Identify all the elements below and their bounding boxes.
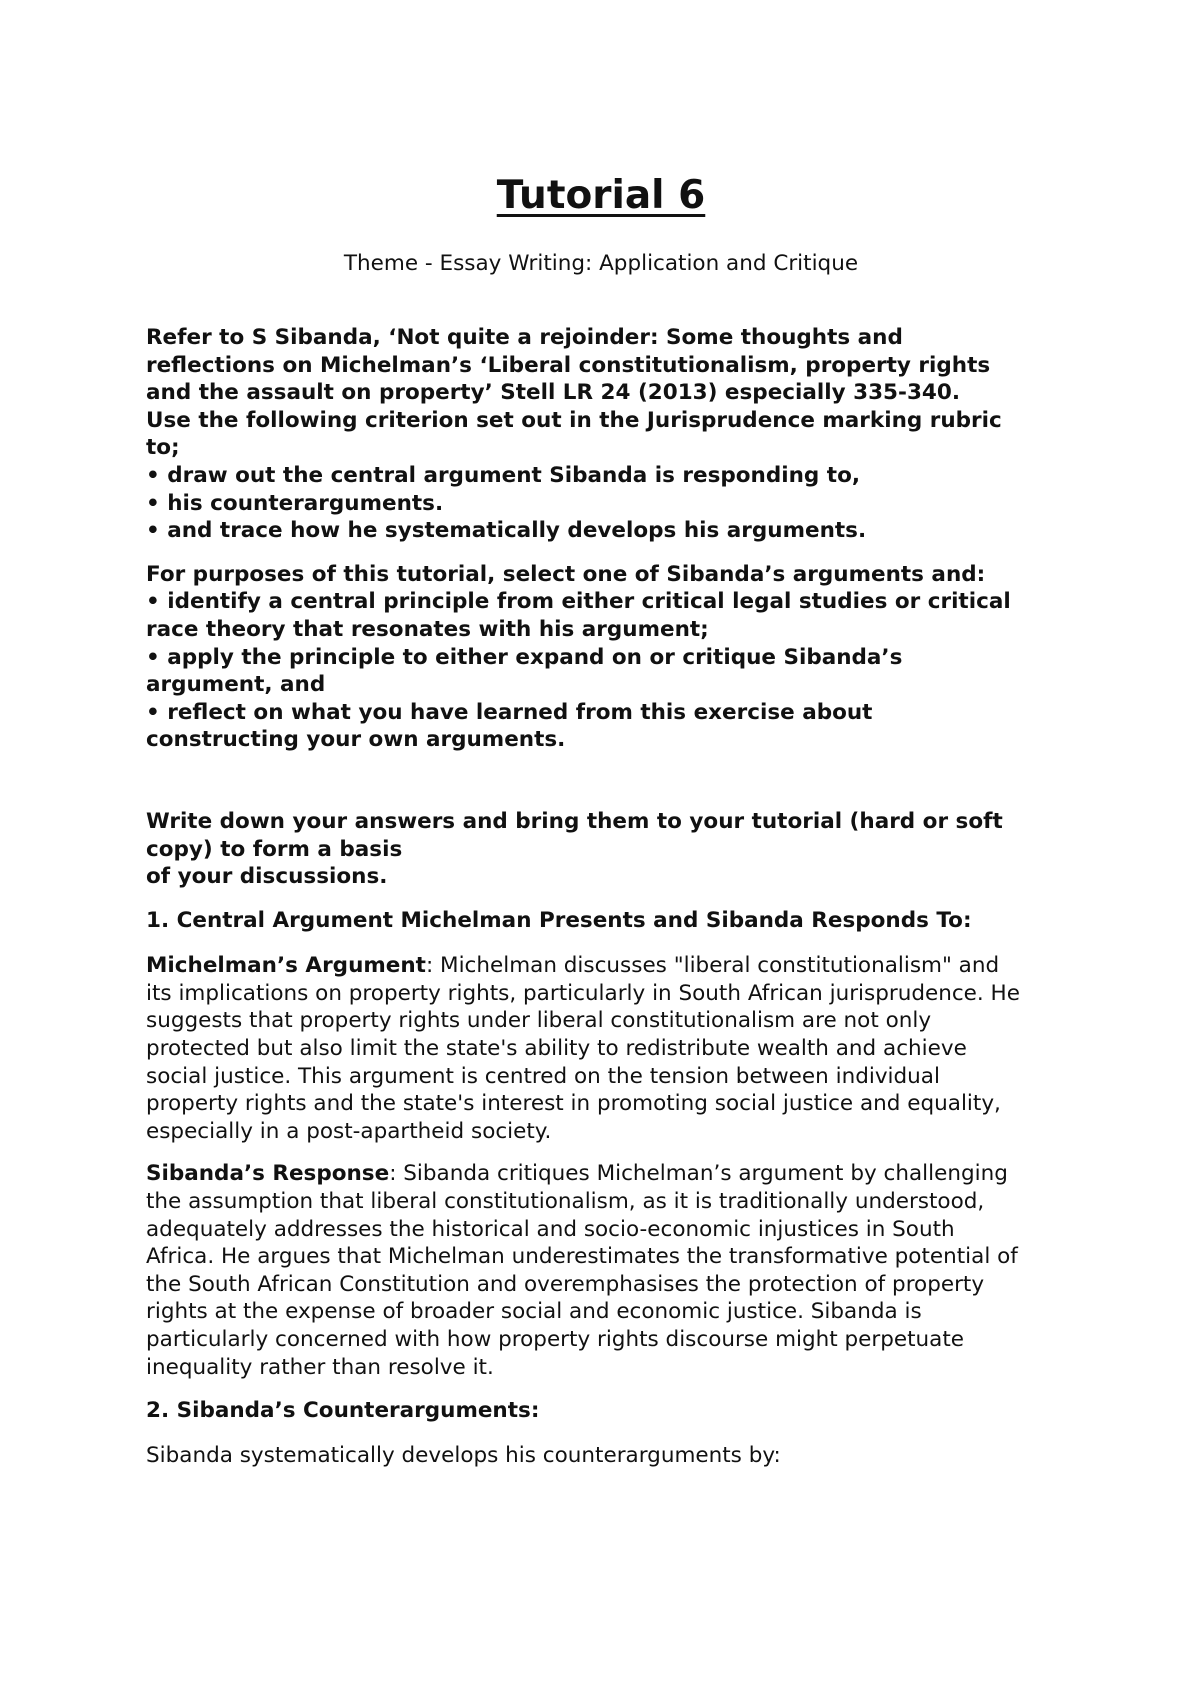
sibanda-line: adequately addresses the historical and socio-economic injustices in South [146, 1216, 955, 1242]
instructions-paragraph [146, 808, 1056, 891]
intro-line: Refer to S Sibanda, ‘Not quite a rejoinder: Some thoughts and [146, 325, 903, 350]
michelman-argument-paragraph [146, 952, 1056, 1145]
purposes-line: constructing your own arguments. [146, 727, 566, 753]
sibanda-line: rights at the expense of broader social and economic justice. Sibanda is [146, 1299, 922, 1325]
purposes-line: race theory that resonates with his argument; [146, 616, 709, 642]
sibanda-first-line [146, 1160, 1056, 1188]
sibanda-line: particularly concerned with how property rights discourse might perpetuate [146, 1327, 965, 1352]
purposes-line: For purposes of this tutorial, select one of Sibanda’s arguments and: [146, 561, 986, 587]
intro-bullet: • his counterarguments. [146, 490, 444, 516]
instructions-line: of your discussions. [146, 864, 388, 890]
intro-line: and the assault on property’ Stell LR 24 (2013) especially 335-340. [146, 380, 960, 406]
michelman-line: especially in a post-apartheid society. [146, 1118, 552, 1144]
purposes-bullet: • apply the principle to either expand on or critique Sibanda’s [146, 644, 903, 670]
intro-paragraph [146, 324, 1056, 545]
section-1-heading: 1. Central Argument Michelman Presents and Sibanda Responds To: [146, 907, 972, 933]
purposes-bullet: • identify a central principle from either critical legal studies or critical [146, 589, 1011, 615]
michelman-argument-label: Michelman’s Argument [146, 953, 426, 979]
sibanda-line: : Sibanda critiques Michelman’s argument by challenging [389, 1161, 1008, 1187]
michelman-line: suggests that property rights under liberal constitutionalism are not only [146, 1008, 932, 1034]
michelman-line: : Michelman discusses "liberal constitutionalism" and [425, 953, 1000, 979]
purposes-bullet: • reflect on what you have learned from this exercise about [146, 699, 873, 725]
michelman-line: property rights and the state's interest in promoting social justice and equality, [146, 1091, 1001, 1117]
michelman-line: social justice. This argument is centred on the tension between individual [146, 1063, 940, 1089]
intro-bullet: • and trace how he systematically develops his arguments. [146, 518, 867, 544]
intro-line: Use the following criterion set out in the Jurisprudence marking rubric [146, 407, 1002, 433]
michelman-first-line [146, 952, 1056, 980]
intro-bullet: • draw out the central argument Sibanda is responding to, [146, 462, 861, 488]
purposes-paragraph [146, 561, 1056, 754]
intro-line: to; [146, 435, 180, 461]
sibanda-line: Africa. He argues that Michelman underestimates the transformative potential of [146, 1244, 1018, 1270]
instructions-line: copy) to form a basis [146, 836, 403, 862]
intro-line: reflections on Michelman’s ‘Liberal constitutionalism, property rights [146, 352, 991, 378]
michelman-line: its implications on property rights, particularly in South African jurisprudence. He [146, 980, 1020, 1006]
sibanda-response-paragraph [146, 1160, 1056, 1381]
theme-line: Theme - Essay Writing: Application and Critique [343, 251, 859, 276]
michelman-line: protected but also limit the state's ability to redistribute wealth and achieve [146, 1036, 967, 1062]
counterarguments-intro: Sibanda systematically develops his counterarguments by: [146, 1442, 781, 1468]
instructions-line: Write down your answers and bring them to your tutorial (hard or soft [146, 808, 1003, 834]
sibanda-response-label: Sibanda’s Response [146, 1161, 390, 1187]
section-2-heading: 2. Sibanda’s Counterarguments: [146, 1398, 540, 1424]
sibanda-line: the assumption that liberal constitutionalism, as it is traditionally understood, [146, 1189, 985, 1215]
page-title: Tutorial 6 [496, 173, 706, 218]
purposes-line: argument, and [146, 672, 326, 698]
sibanda-line: the South African Constitution and overemphasises the protection of property [146, 1271, 985, 1297]
sibanda-line: inequality rather than resolve it. [146, 1354, 494, 1380]
